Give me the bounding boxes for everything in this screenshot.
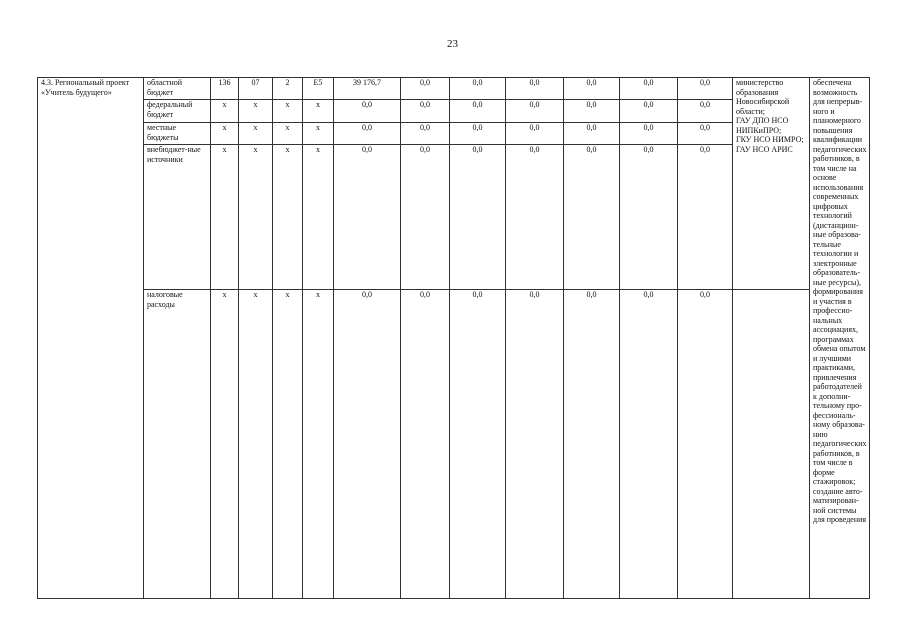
source-label: местные бюджеты — [144, 123, 211, 145]
value-cell: 0,0 — [450, 123, 506, 145]
value-cell: 0,0 — [620, 145, 678, 290]
code-cell: 07 — [239, 78, 273, 100]
code-cell: x — [273, 145, 303, 290]
value-cell: 0,0 — [620, 100, 678, 123]
code-cell: 2 — [273, 78, 303, 100]
code-cell: x — [239, 100, 273, 123]
value-cell: 0,0 — [401, 123, 450, 145]
value-cell: 0,0 — [450, 100, 506, 123]
value-cell: 0,0 — [334, 145, 401, 290]
empty-cell — [733, 290, 810, 599]
project-name-cell: 4.3. Региональный проект «Учитель будущего» — [38, 78, 144, 599]
value-cell: 0,0 — [506, 290, 564, 599]
value-cell: 0,0 — [678, 123, 733, 145]
value-cell: 0,0 — [564, 78, 620, 100]
value-cell: 0,0 — [564, 145, 620, 290]
value-cell: 0,0 — [678, 100, 733, 123]
code-cell: x — [303, 123, 334, 145]
value-cell: 0,0 — [564, 100, 620, 123]
code-cell: x — [273, 123, 303, 145]
value-cell: 0,0 — [506, 78, 564, 100]
value-cell: 39 176,7 — [334, 78, 401, 100]
source-label: налоговые расходы — [144, 290, 211, 599]
value-cell: 0,0 — [401, 145, 450, 290]
executors-cell: министерство образования Новосибирской области; ГАУ ДПО НСО НИПКиПРО; ГКУ НСО НИМРО; ГАУ НСО АРИС — [733, 78, 810, 290]
value-cell: 0,0 — [334, 290, 401, 599]
code-cell: x — [303, 145, 334, 290]
value-cell: 0,0 — [678, 290, 733, 599]
code-cell: x — [303, 100, 334, 123]
page-number: 23 — [447, 38, 458, 50]
code-cell: x — [211, 123, 239, 145]
code-cell: x — [239, 290, 273, 599]
value-cell: 0,0 — [678, 78, 733, 100]
value-cell: 0,0 — [620, 78, 678, 100]
value-cell: 0,0 — [450, 290, 506, 599]
code-cell: x — [239, 123, 273, 145]
value-cell: 0,0 — [506, 123, 564, 145]
value-cell: 0,0 — [620, 290, 678, 599]
value-cell: 0,0 — [450, 78, 506, 100]
value-cell: 0,0 — [678, 145, 733, 290]
code-cell: x — [239, 145, 273, 290]
code-cell: x — [211, 145, 239, 290]
value-cell: 0,0 — [334, 100, 401, 123]
code-cell: x — [211, 290, 239, 599]
value-cell: 0,0 — [334, 123, 401, 145]
value-cell: 0,0 — [450, 145, 506, 290]
budget-table — [37, 77, 870, 599]
table-row — [38, 290, 870, 599]
source-label: областной бюджет — [144, 78, 211, 100]
code-cell: 136 — [211, 78, 239, 100]
code-cell: x — [211, 100, 239, 123]
source-label: внебюджет-ные источники — [144, 145, 211, 290]
source-label: федеральный бюджет — [144, 100, 211, 123]
code-cell: x — [303, 290, 334, 599]
value-cell: 0,0 — [506, 145, 564, 290]
value-cell: 0,0 — [506, 100, 564, 123]
value-cell: 0,0 — [620, 123, 678, 145]
value-cell: 0,0 — [401, 290, 450, 599]
value-cell: 0,0 — [401, 100, 450, 123]
table-row — [38, 78, 870, 100]
code-cell: E5 — [303, 78, 334, 100]
value-cell: 0,0 — [564, 290, 620, 599]
code-cell: x — [273, 290, 303, 599]
code-cell: x — [273, 100, 303, 123]
value-cell: 0,0 — [401, 78, 450, 100]
value-cell: 0,0 — [564, 123, 620, 145]
result-cell: обеспечена возможность для непрерыв-ного и планомерного повышения квалификации педагогических работников, в том числе на основе использования современных цифровых технологий (дистанцион-ные образова-тельные технологии и электронные образователь-ные ресурсы), формирования и участия в профессио-нальных ассоциациях, программах обмена опытом и лучшими практиками, привлечения работодателей к дополни-тельному про-фессиональ-ному образова-нию педагогических работников, в том числе в форме стажировок; создание авто-матизирован-ной системы для проведения — [810, 78, 870, 599]
